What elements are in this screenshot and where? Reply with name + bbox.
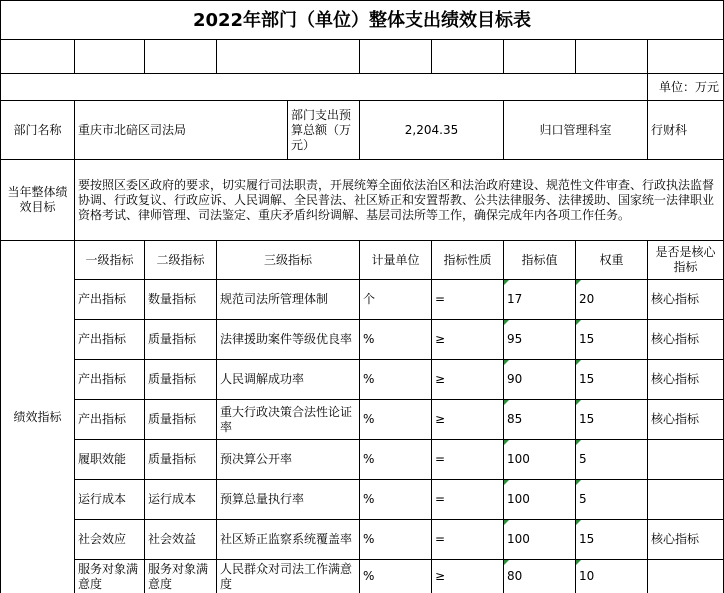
header-level3: 三级指标: [217, 241, 360, 280]
row-3-unit: %: [360, 400, 432, 440]
row-1-value: 95: [504, 320, 576, 360]
row-3-level2: 质量指标: [145, 400, 217, 440]
row-1-nature: ≥: [432, 320, 504, 360]
spacer-cell: [217, 40, 360, 74]
spacer-cell: [432, 40, 504, 74]
row-6-level3: 社区矫正监察系统覆盖率: [217, 520, 360, 560]
office-label: 归口管理科室: [504, 101, 648, 160]
row-0-value: 17: [504, 280, 576, 320]
row-1-level2: 质量指标: [145, 320, 217, 360]
spacer-cell: [504, 40, 576, 74]
row-7-nature: ≥: [432, 560, 504, 593]
row-3-value: 85: [504, 400, 576, 440]
row-3-level3: 重大行政决策合法性论证率: [217, 400, 360, 440]
row-4-nature: =: [432, 440, 504, 480]
row-0-level1: 产出指标: [75, 280, 145, 320]
row-3-weight: 15: [576, 400, 648, 440]
row-7-level3: 人民群众对司法工作满意度: [217, 560, 360, 593]
row-2-level1: 产出指标: [75, 360, 145, 400]
row-0-core: 核心指标: [648, 280, 724, 320]
row-2-unit: %: [360, 360, 432, 400]
office-value: 行财科: [648, 101, 724, 160]
row-4-level3: 预决算公开率: [217, 440, 360, 480]
row-5-nature: =: [432, 480, 504, 520]
row-1-unit: %: [360, 320, 432, 360]
row-6-level1: 社会效应: [75, 520, 145, 560]
row-6-unit: %: [360, 520, 432, 560]
row-6-core: 核心指标: [648, 520, 724, 560]
header-value: 指标值: [504, 241, 576, 280]
unit-row-blank: [0, 74, 648, 101]
row-2-weight: 15: [576, 360, 648, 400]
row-5-weight: 5: [576, 480, 648, 520]
row-5-level3: 预算总量执行率: [217, 480, 360, 520]
row-0-level2: 数量指标: [145, 280, 217, 320]
row-0-weight: 20: [576, 280, 648, 320]
row-1-core: 核心指标: [648, 320, 724, 360]
row-2-nature: ≥: [432, 360, 504, 400]
spacer-cell: [0, 40, 75, 74]
header-level2: 二级指标: [145, 241, 217, 280]
row-4-level2: 质量指标: [145, 440, 217, 480]
row-7-unit: %: [360, 560, 432, 593]
header-core: 是否是核心指标: [648, 241, 724, 280]
row-6-level2: 社会效益: [145, 520, 217, 560]
budget-label: 部门支出预算总额（万元）: [288, 101, 360, 160]
spacer-cell: [145, 40, 217, 74]
row-7-core: [648, 560, 724, 593]
row-1-level3: 法律援助案件等级优良率: [217, 320, 360, 360]
row-5-level2: 运行成本: [145, 480, 217, 520]
goal-text: 要按照区委区政府的要求，切实履行司法职责，开展统筹全面依法治区和法治政府建设、规范性文件审查、行政执法监督协调、行政复议、行政应诉、人民调解、全民普法、社区矫正和安置帮教、公共法律服务、法律援助、国家统一法律职业资格考试、律师管理、司法鉴定、重庆矛盾纠纷调解、基层司法所等工作，确保完成年内各项工作任务。: [75, 160, 724, 241]
spacer-cell: [360, 40, 432, 74]
header-unit: 计量单位: [360, 241, 432, 280]
row-6-nature: =: [432, 520, 504, 560]
row-5-value: 100: [504, 480, 576, 520]
row-3-core: 核心指标: [648, 400, 724, 440]
perf-label: 绩效指标: [0, 241, 75, 593]
row-2-level3: 人民调解成功率: [217, 360, 360, 400]
goal-label: 当年整体绩效目标: [0, 160, 75, 241]
row-3-nature: ≥: [432, 400, 504, 440]
unit-label: 单位：万元: [648, 74, 724, 101]
header-level1: 一级指标: [75, 241, 145, 280]
row-5-core: [648, 480, 724, 520]
spacer-cell: [576, 40, 648, 74]
row-6-value: 100: [504, 520, 576, 560]
spacer-cell: [75, 40, 145, 74]
header-nature: 指标性质: [432, 241, 504, 280]
sheet-title: 2022年部门（单位）整体支出绩效目标表: [0, 0, 724, 40]
spacer-cell: [648, 40, 724, 74]
row-4-core: [648, 440, 724, 480]
row-7-level2: 服务对象满意度: [145, 560, 217, 593]
row-2-value: 90: [504, 360, 576, 400]
row-1-weight: 15: [576, 320, 648, 360]
dept-name-value: 重庆市北碚区司法局: [75, 101, 288, 160]
row-7-value: 80: [504, 560, 576, 593]
row-4-unit: %: [360, 440, 432, 480]
row-4-weight: 5: [576, 440, 648, 480]
row-0-level3: 规范司法所管理体制: [217, 280, 360, 320]
row-2-level2: 质量指标: [145, 360, 217, 400]
row-3-level1: 产出指标: [75, 400, 145, 440]
row-6-weight: 15: [576, 520, 648, 560]
row-1-level1: 产出指标: [75, 320, 145, 360]
row-7-level1: 服务对象满意度: [75, 560, 145, 593]
row-5-level1: 运行成本: [75, 480, 145, 520]
budget-value: 2,204.35: [360, 101, 504, 160]
row-2-core: 核心指标: [648, 360, 724, 400]
dept-name-label: 部门名称: [0, 101, 75, 160]
header-weight: 权重: [576, 241, 648, 280]
row-4-level1: 履职效能: [75, 440, 145, 480]
row-7-weight: 10: [576, 560, 648, 593]
row-5-unit: %: [360, 480, 432, 520]
row-4-value: 100: [504, 440, 576, 480]
row-0-nature: =: [432, 280, 504, 320]
row-0-unit: 个: [360, 280, 432, 320]
